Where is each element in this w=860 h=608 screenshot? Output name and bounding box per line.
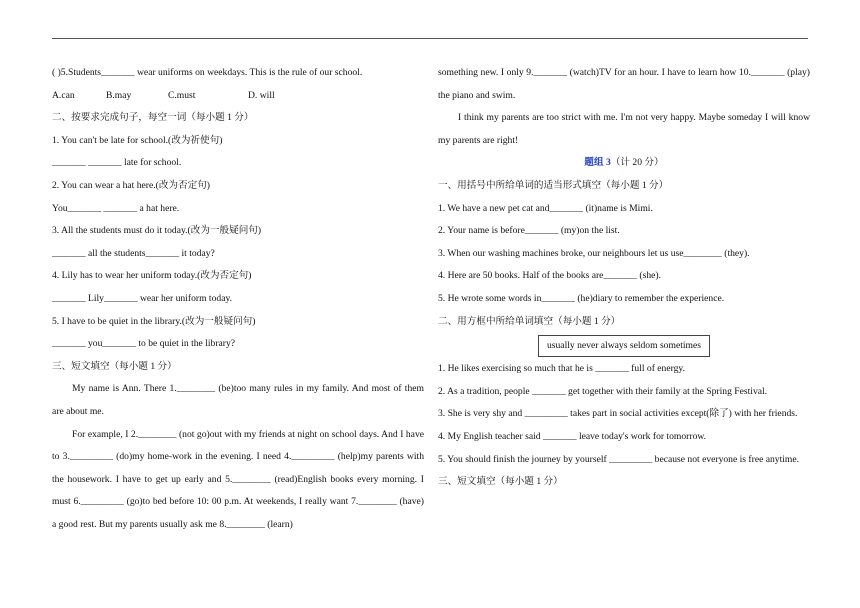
sentence-2: 2. You can wear a hat here.(改为否定句) bbox=[52, 179, 210, 191]
word-box-row bbox=[438, 333, 810, 358]
fill-item-5: 5. He wrote some words in_______ (he)diary to remember the experience. bbox=[438, 292, 725, 304]
word-item-4: 4. My English teacher said _______ leave today's work for tomorrow. bbox=[438, 430, 707, 442]
sentence-1-answer: _______ _______ late for school. bbox=[52, 157, 182, 169]
group-score: （计 20 分） bbox=[610, 157, 664, 169]
option-b: B.may bbox=[106, 89, 132, 101]
passage-continuation: something new. I only 9._______ (watch)TV for an hour. I have to learn how 10._______ (play) the piano and swim. bbox=[438, 67, 810, 101]
sentence-2-answer: You_______ _______ a hat here. bbox=[52, 202, 180, 214]
option-a: A.can bbox=[52, 89, 75, 101]
sentence-1: 1. You can't be late for school.(改为祈使句) bbox=[52, 134, 223, 146]
sentence-5-answer: _______ you_______ to be quiet in the library? bbox=[52, 338, 236, 350]
question-5: ( )5.Students_______ wear uniforms on weekdays. This is the rule of our school. bbox=[52, 67, 363, 78]
word-item-3: 3. She is very shy and _________ takes part in social activities except(除了) with her friends. bbox=[438, 408, 798, 420]
sentence-3: 3. All the students must do it today.(改为一般疑问句) bbox=[52, 225, 262, 237]
section-3-heading: 三、短文填空（每小题 1 分） bbox=[52, 360, 177, 372]
passage-paragraph-1: My name is Ann. There 1.________ (be)too many rules in my family. And most of them are about me. bbox=[52, 383, 424, 417]
group-section-2-heading: 二、用方框中所给单词填空（每小题 1 分） bbox=[438, 315, 621, 327]
group-title bbox=[438, 152, 810, 175]
word-item-1: 1. He likes exercising so much that he is _______ full of energy. bbox=[438, 363, 685, 375]
sentence-4: 4. Lily has to wear her uniform today.(改为否定句) bbox=[52, 270, 252, 282]
answer-options bbox=[52, 85, 424, 108]
fill-item-3: 3. When our washing machines broke, our neighbours let us use________ (they). bbox=[438, 247, 750, 259]
sentence-3-answer: _______ all the students_______ it today? bbox=[52, 247, 215, 259]
fill-item-1: 1. We have a new pet cat and_______ (it)name is Mimi. bbox=[438, 202, 653, 214]
group-title-text: 题组 3 bbox=[584, 157, 611, 169]
word-box: usually never always seldom sometimes bbox=[538, 335, 710, 357]
option-d: D. will bbox=[248, 89, 275, 101]
group-section-1-heading: 一、用括号中所给单词的适当形式填空（每小题 1 分） bbox=[438, 179, 669, 191]
top-rule bbox=[52, 38, 808, 39]
fill-item-4: 4. Here are 50 books. Half of the books are_______ (she). bbox=[438, 270, 661, 282]
sentence-5: 5. I have to be quiet in the library.(改为一般疑问句) bbox=[52, 315, 256, 327]
right-column bbox=[438, 62, 810, 494]
word-item-2: 2. As a tradition, people _______ get together with their family at the Spring Festival. bbox=[438, 385, 768, 397]
section-2-heading: 二、按要求完成句子，每空一词（每小题 1 分） bbox=[52, 112, 254, 124]
passage-paragraph-2: For example, I 2.________ (not go)out with my friends at night on school days. And I have to 3._________ (do)my home-work in the evening. I need 4._________ (help)my parents with the housework. I have to get up early and 5.________ (read)English books every morning. I must 6._________ (go)to bed before 10: 00 p.m. At weekends, I really want 7.________ (have) a good rest. But my parents usually ask me 8.________ (learn) bbox=[52, 428, 424, 530]
word-item-5: 5. You should finish the journey by yourself _________ because not everyone is free anytime. bbox=[438, 453, 800, 465]
left-column bbox=[52, 62, 424, 536]
group-section-3-heading: 三、短文填空（每小题 1 分） bbox=[438, 476, 563, 488]
option-c: C.must bbox=[168, 89, 196, 101]
sentence-4-answer: _______ Lily_______ wear her uniform today. bbox=[52, 292, 233, 304]
fill-item-2: 2. Your name is before_______ (my)on the list. bbox=[438, 225, 620, 237]
passage-last-paragraph: I think my parents are too strict with me. I'm not very happy. Maybe someday I will know my parents are right! bbox=[438, 112, 810, 146]
